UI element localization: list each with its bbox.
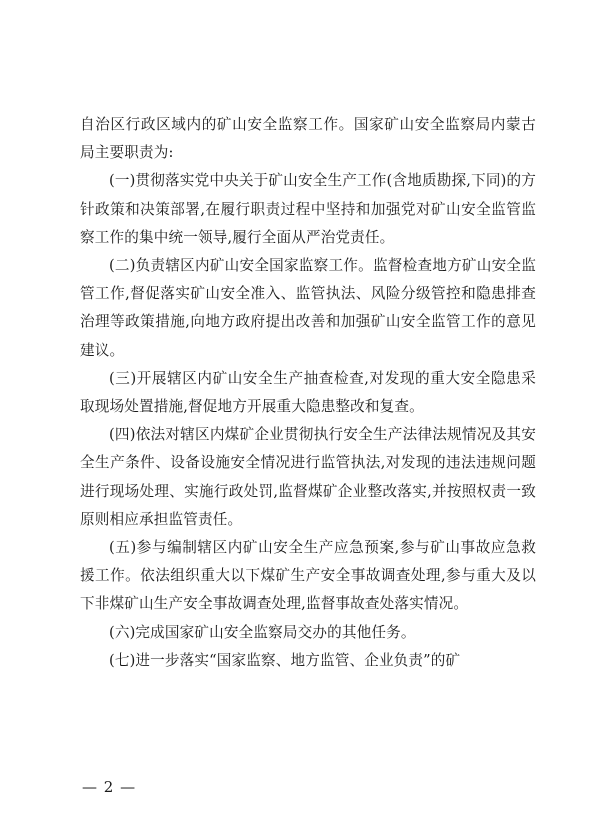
paragraph-continuation: 自治区行政区域内的矿山安全监察工作。国家矿山安全监察局内蒙古局主要职责为: — [80, 116, 536, 162]
paragraph-item-4: (四)依法对辖区内煤矿企业贯彻执行安全生产法律法规情况及其安全生产条件、设备设施安全情况进行监管执法,对发现的违法违规问题进行现场处理、实施行政处罚,监督煤矿企业整改落实,并按照权责一致原则相应承担监管责任。 — [80, 426, 536, 528]
paragraph-item-2: (二)负责辖区内矿山安全国家监察工作。监督检查地方矿山安全监管工作,督促落实矿山安全准入、监管执法、风险分级管控和隐患排查治理等政策措施,向地方政府提出改善和加强矿山安全监管工作的意见建议。 — [80, 257, 536, 359]
paragraph-item-3: (三)开展辖区内矿山安全生产抽查检查,对发现的重大安全隐患采取现场处置措施,督促地方开展重大隐患整改和复查。 — [80, 369, 536, 416]
page-number: — 2 — — [82, 778, 137, 796]
paragraph-item-6: (六)完成国家矿山安全监察局交办的其他任务。 — [109, 623, 416, 641]
document-body — [80, 111, 536, 675]
paragraph-item-7: (七)进一步落实“国家监察、地方监管、企业负责”的矿 — [109, 651, 461, 669]
paragraph-item-1: (一)贯彻落实党中央关于矿山安全生产工作(含地质勘探,下同)的方针政策和决策部署,在履行职责过程中坚持和加强党对矿山安全监管监察工作的集中统一领导,履行全面从严治党责任。 — [80, 172, 536, 246]
paragraph-item-5: (五)参与编制辖区内矿山安全生产应急预案,参与矿山事故应急救援工作。依法组织重大以下煤矿生产安全事故调查处理,参与重大及以下非煤矿山生产安全事故调查处理,监督事故查处落实情况。 — [80, 539, 536, 613]
